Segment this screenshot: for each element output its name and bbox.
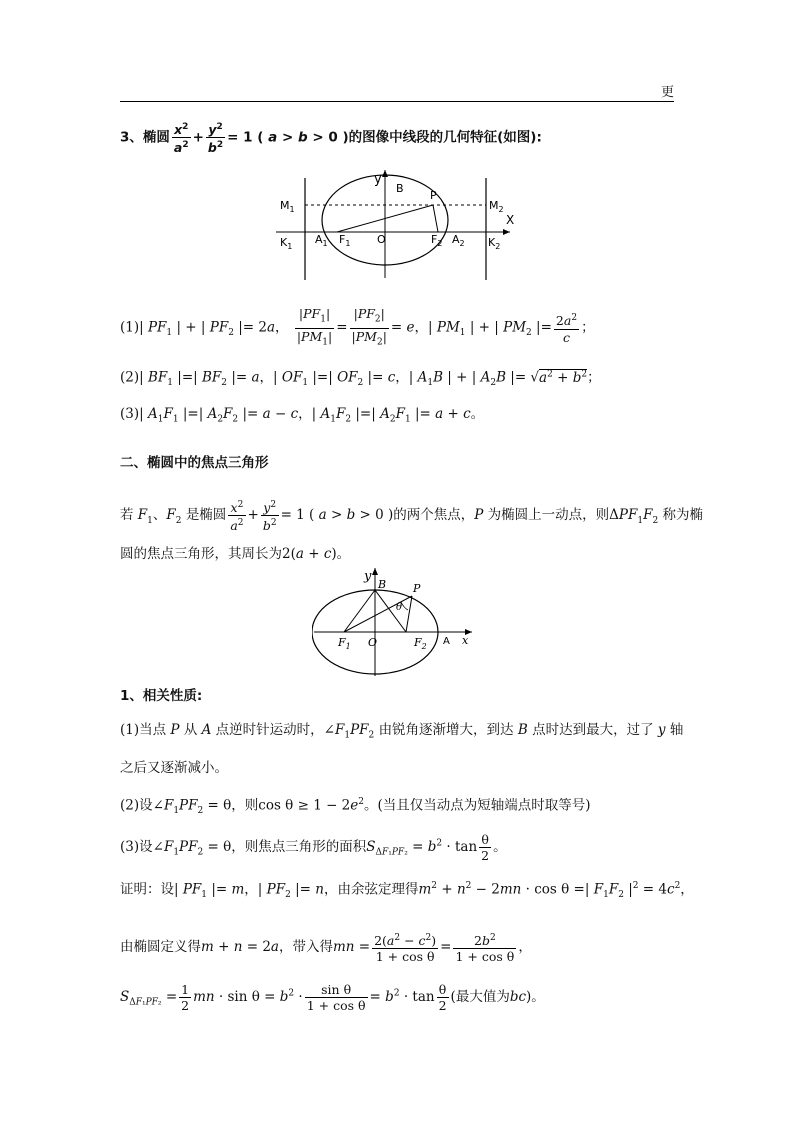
label2-y: y (364, 569, 372, 584)
property-item-1: (1)当点 P 从 A 点逆时针运动时，$\angle F_1PF_2$ 由锐角逐渐增大，到达 B 点时达到最大，过了 y 轴 (120, 722, 684, 741)
label2-x: x (462, 634, 469, 647)
label-K1: $K_1$ (280, 236, 293, 251)
ellipse-figure-2 (312, 566, 482, 680)
property-item-1-cont: 之后又逐渐减小。 (120, 760, 228, 776)
property-item-3: (3)设$\angle F_1PF_2 = \theta$，则焦点三角形的面积$S_{\Delta F_1PF_2} = b^2 \cdot \tan$ $\frac{\theta}{2}$ 。 (120, 832, 507, 863)
property-2: (2)| $BF_1$ |=| $BF_2$ |= a，| $OF_1$ |=| $OF_2$ |= c，| $A_1B$ | + | $A_2B$ |= $√a^2 + b^2$； (120, 369, 601, 389)
paragraph-focal-triangle-2: 圆的焦点三角形，其周长为2(a + c)。 (120, 546, 351, 562)
label-M2: $M_2$ (489, 199, 504, 214)
section-3-heading: 3、椭圆 $\frac{x^2}{a^2}$ + $\frac{y^2}{b^2}$ = 1 ( a > b > 0 )的图像中线段的几何特征(如图): (120, 122, 542, 156)
proof-line-3: $S_{\Delta F_1PF_2}$ = $\frac{1}{2}$ mn · $\sin \theta = b^2$ · $\frac{\text{sin θ}}{\text{1 + cos θ}}$ = $b^2 \cdot \tan$ $\frac{\theta}{2}$ (最大值为bc)。 (120, 982, 545, 1013)
label-X: X (506, 213, 515, 227)
paragraph-focal-triangle-1: 若 $F_1$、$F_2$ 是椭圆 $\frac{x^2}{a^2}$ + $\frac{y^2}{b^2}$ = 1 ( a > b > 0 )的两个焦点，P 为椭圆上一动点，则$\Delta PF_1F_2$ 称为椭 (120, 500, 704, 534)
label2-A: A (443, 636, 450, 647)
label-B: B (396, 182, 404, 195)
property-1: (1)| $PF_1$ | + | $PF_2$ |= 2a， $\frac{|PF_1|}{|PM_1|}$ = $\frac{|PF_2|}{|PM_2|}$ = e，| $PM_1$ | + | $PM_2$ |= $\frac{2a^2}{c}$ ； (120, 306, 595, 350)
label-P: P (430, 189, 437, 202)
label2-F2: $F_2$ (414, 636, 427, 651)
label2-O: O (368, 636, 378, 649)
proof-line-2: 由椭圆定义得m + n = 2a，带入得mn = $\frac{2(a^2 - c^2)}{\text{1 + cos θ}}$ = $\frac{2b^2}{\text{1 + cos θ}}$ ， (120, 933, 532, 965)
label-F2: $F_2$ (431, 233, 443, 248)
header-text: 更 (660, 85, 674, 100)
label-y: y (374, 172, 382, 187)
label-M1: $M_1$ (280, 199, 295, 214)
ellipse-figure-1 (270, 168, 530, 286)
label-F1: $F_1$ (339, 233, 351, 248)
property-item-2: (2)设$\angle F_1PF_2 = \theta$，则$\cos \theta \ge 1 - 2e^2$。(当且仅当动点为短轴端点时取等号) (120, 797, 591, 817)
proof-line-1: 证明：设| $PF_1$ |= m，| $PF_2$ |= n，由余弦定理得$m^2 + n^2 - 2mn \cdot \cos \theta$ =| $F_1F_2$ $|^2 = 4c^2$， (120, 881, 694, 901)
property-3: (3)| $A_1F_1$ |=| $A_2F_2$ |= a − c，| $A_1F_2$ |=| $A_2F_1$ |= a + c。 (120, 406, 485, 425)
page-header (120, 79, 674, 102)
label-O: O (377, 233, 386, 246)
label2-theta: θ (396, 602, 403, 613)
label2-P: P (413, 582, 421, 595)
section-1-heading: 1、相关性质: (120, 688, 203, 704)
label-K2: $K_2$ (488, 236, 501, 251)
section-2-heading: 二、椭圆中的焦点三角形 (120, 455, 269, 471)
label-A2: $A_2$ (452, 233, 465, 248)
label-A1: $A_1$ (315, 233, 328, 248)
label2-B: B (378, 578, 387, 591)
label2-F1: $F_1$ (338, 636, 351, 651)
